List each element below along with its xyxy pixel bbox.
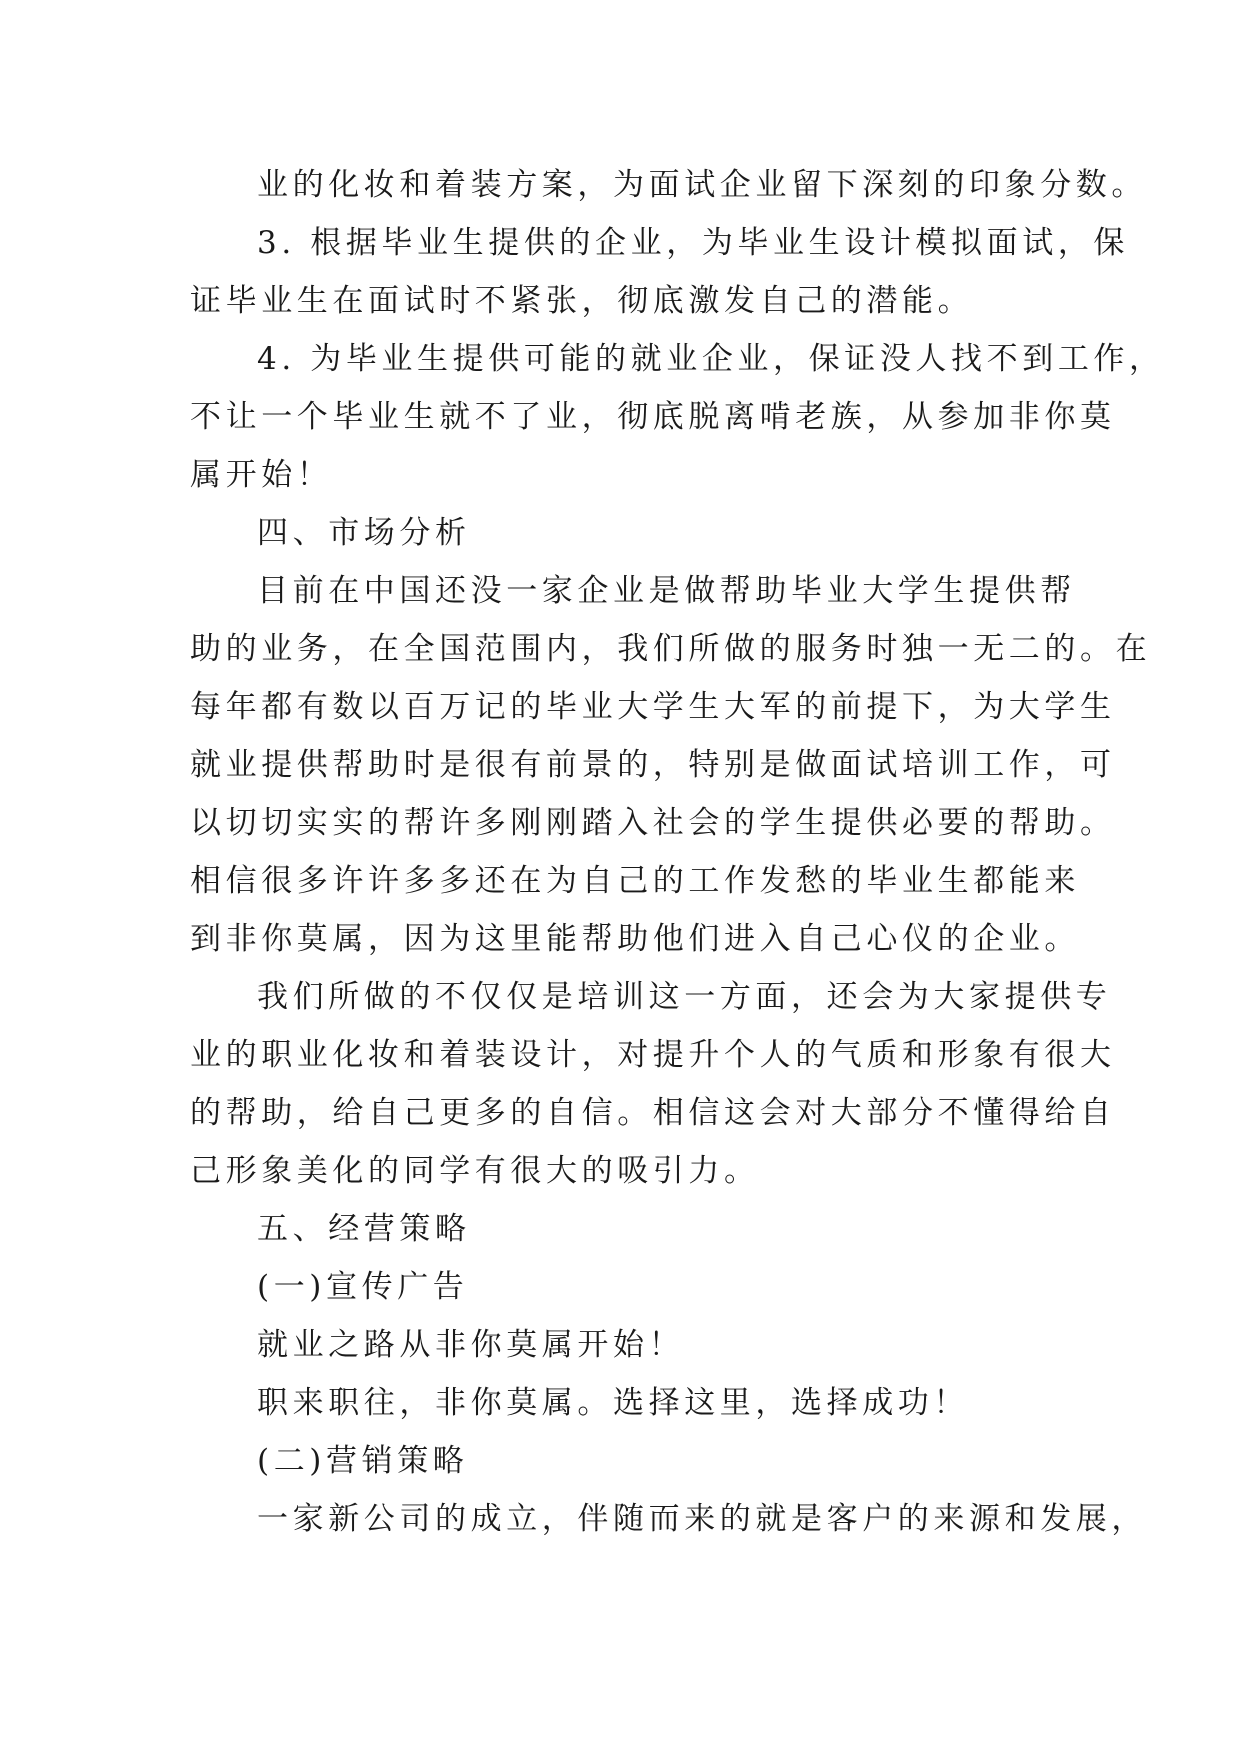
subsection-heading: (二)营销策略 [257, 1443, 469, 1479]
slogan-line: 就业之路从非你莫属开始！ [257, 1327, 685, 1363]
slogan-line: 职来职往，非你莫属。选择这里，选择成功！ [257, 1385, 969, 1421]
text-line: 到非你莫属，因为这里能帮助他们进入自己心仪的企业。 [190, 921, 1080, 957]
section-heading: 四、市场分析 [257, 515, 471, 551]
text-line: 属开始！ [190, 457, 333, 493]
text-line: 证毕业生在面试时不紧张，彻底激发自己的潜能。 [190, 283, 974, 319]
text-line: 每年都有数以百万记的毕业大学生大军的前提下，为大学生 [190, 689, 1116, 725]
text-line: 己形象美化的同学有很大的吸引力。 [190, 1153, 760, 1189]
text-line: 我们所做的不仅仅是培训这一方面，还会为大家提供专 [257, 979, 1112, 1015]
text-line: 就业提供帮助时是很有前景的，特别是做面试培训工作，可 [190, 747, 1116, 783]
text-line: 以切切实实的帮许多刚刚踏入社会的学生提供必要的帮助。 [190, 805, 1116, 841]
text-line: 一家新公司的成立，伴随而来的就是客户的来源和发展， [257, 1501, 1147, 1537]
text-line: 相信很多许许多多还在为自己的工作发愁的毕业生都能来 [190, 863, 1080, 899]
text-line: 助的业务，在全国范围内，我们所做的服务时独一无二的。在 [190, 631, 1152, 667]
text-line: 目前在中国还没一家企业是做帮助毕业大学生提供帮 [257, 573, 1076, 609]
text-line: 4. 为毕业生提供可能的就业企业，保证没人找不到工作， [257, 341, 1165, 377]
text-line: 的帮助，给自己更多的自信。相信这会对大部分不懂得给自 [190, 1095, 1116, 1131]
text-line: 业的职业化妆和着装设计，对提升个人的气质和形象有很大 [190, 1037, 1116, 1073]
text-line: 3. 根据毕业生提供的企业，为毕业生设计模拟面试，保 [257, 225, 1130, 261]
subsection-heading: (一)宣传广告 [257, 1269, 469, 1305]
text-line: 业的化妆和着装方案，为面试企业留下深刻的印象分数。 [257, 167, 1147, 203]
text-line: 不让一个毕业生就不了业，彻底脱离啃老族，从参加非你莫 [190, 399, 1116, 435]
section-heading: 五、经营策略 [257, 1211, 471, 1247]
